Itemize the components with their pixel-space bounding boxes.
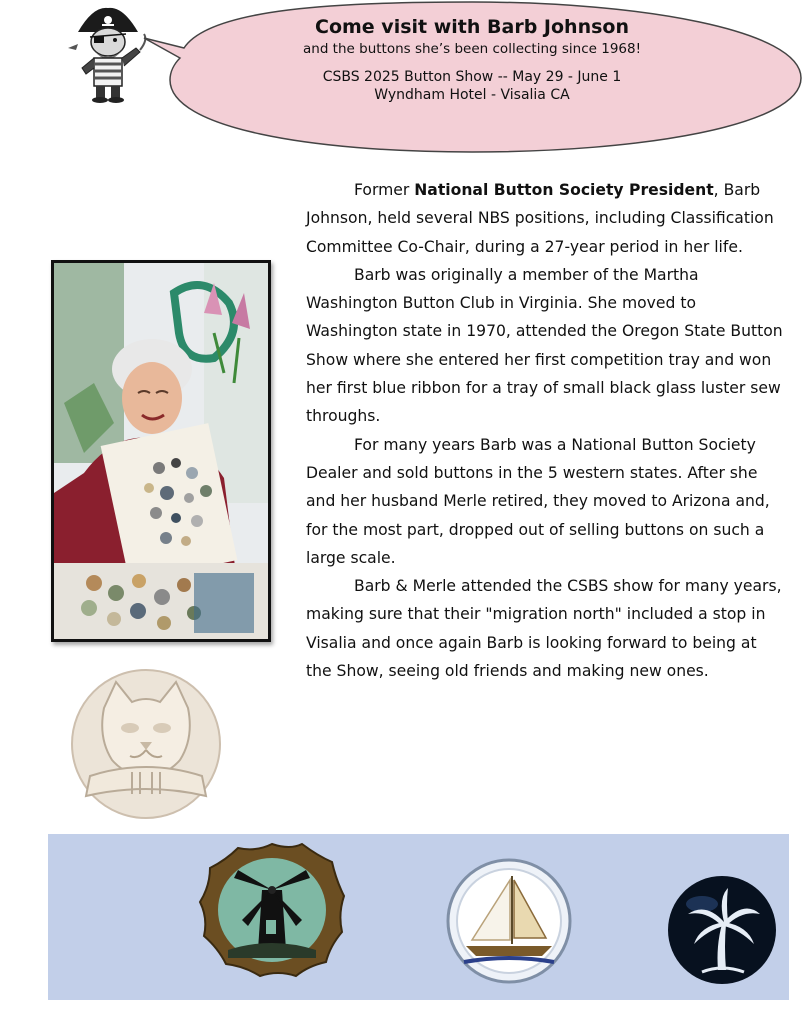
paragraph-2: Barb was originally a member of the Martha Washington Button Club in Virginia. She moved to Washington state in 1970, attended the Oregon State Button Show where she entered her first competition tray and won her first blue ribbon for a tray of small black glass luster sew throughs. [306, 265, 783, 426]
barb-photo-image [54, 263, 268, 639]
bubble-subtitle: and the buttons she’s been collecting since 1968! [302, 41, 642, 57]
title-name: Barb Johnson [487, 16, 629, 38]
sailboat-button-image [446, 858, 572, 984]
show-dates: CSBS 2025 Button Show -- May 29 - June 1 [322, 69, 622, 85]
barb-photo [51, 260, 271, 642]
paragraph-4: Barb & Merle attended the CSBS show for many years, making sure that their "migration north" included a stop in Visalia and once again Barb is looking forward to being at the Show, seeing old friends and making new ones. [306, 577, 782, 681]
bubble-text [172, 14, 772, 104]
bubble-title [172, 14, 772, 40]
p1-rest: , Barb Johnson, held several NBS positions, including Classification Committee Co-Chair, during a 27-year period in her life. [306, 181, 774, 256]
palm-tree-button-image [666, 874, 778, 986]
windmill-button-image [198, 840, 346, 980]
show-venue: Wyndham Hotel - Visalia CA [374, 87, 570, 103]
cat-button-image [70, 668, 222, 820]
paragraph-1 [306, 176, 786, 261]
article-body [306, 176, 786, 685]
title-prefix: Come visit with [315, 16, 488, 38]
paragraph-3: For many years Barb was a National Button Society Dealer and sold buttons in the 5 western states. After she and her husband Merle retired, they moved to Arizona and, for the most part, dropped out of selling buttons on such a large scale. [306, 435, 770, 567]
button-showcase-band [48, 834, 789, 1000]
p1-lead: Former [354, 181, 415, 199]
p1-bold: National Button Society President [414, 181, 714, 199]
